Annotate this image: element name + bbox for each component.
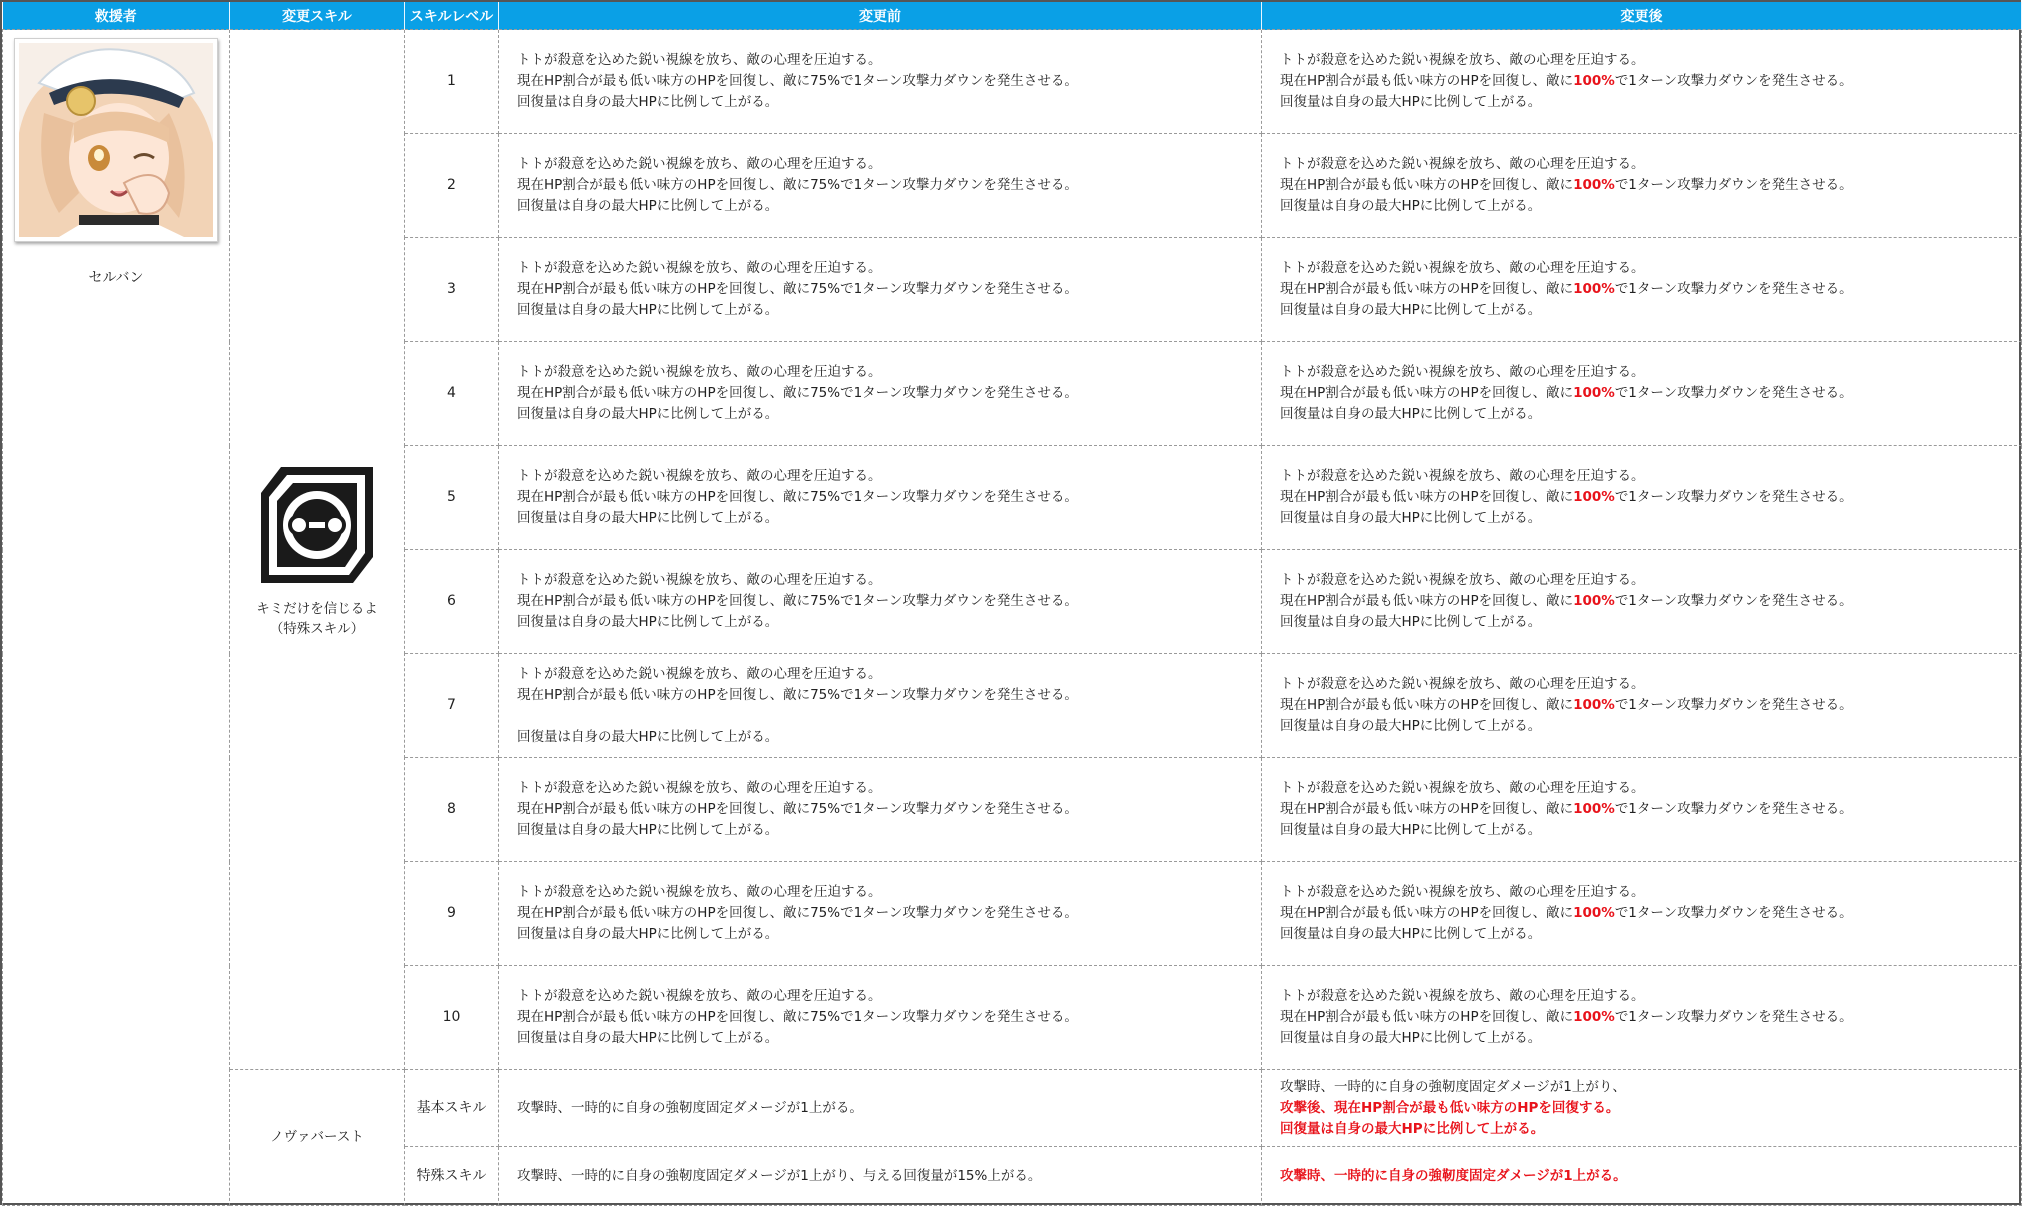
supporter-avatar bbox=[14, 38, 218, 242]
after-text-segment: 現在HP割合が最も低い味方のHPを回復し、敵に bbox=[1280, 73, 1574, 89]
after-text-segment: 現在HP割合が最も低い味方のHPを回復し、敵に bbox=[1280, 177, 1574, 193]
before-text-line: 回復量は自身の最大HPに比例して上がる。 bbox=[517, 1030, 779, 1046]
after-highlight-value: 100% bbox=[1573, 177, 1615, 193]
after-text-segment: で1ターン攻撃力ダウンを発生させる。 bbox=[1614, 801, 1853, 817]
after-text-line: トトが殺意を込めた鋭い視線を放ち、敵の心理を圧迫する。 bbox=[1280, 364, 1645, 380]
after-text-cell bbox=[1262, 758, 2022, 862]
table-row bbox=[3, 1070, 2022, 1147]
after-text-cell bbox=[1262, 30, 2022, 134]
before-text-line: 現在HP割合が最も低い味方のHPを回復し、敵に75%で1ターン攻撃力ダウンを発生させる。 bbox=[517, 686, 1078, 703]
before-text-line: トトが殺意を込めた鋭い視線を放ち、敵の心理を圧迫する。 bbox=[517, 156, 882, 172]
table-row bbox=[3, 30, 2022, 134]
after-text-segment: で1ターン攻撃力ダウンを発生させる。 bbox=[1614, 73, 1853, 89]
before-text-line: 現在HP割合が最も低い味方のHPを回復し、敵に75%で1ターン攻撃力ダウンを発生させる。 bbox=[517, 801, 1078, 817]
after-text-cell bbox=[1262, 446, 2022, 550]
after-text-line bbox=[1280, 383, 2021, 404]
before-text-line: 回復量は自身の最大HPに比例して上がる。 bbox=[517, 728, 779, 745]
after-text-line: トトが殺意を込めた鋭い視線を放ち、敵の心理を圧迫する。 bbox=[1280, 260, 1645, 276]
character-portrait-icon bbox=[19, 43, 213, 237]
after-highlight-value: 100% bbox=[1573, 801, 1615, 817]
after-text-segment: で1ターン攻撃力ダウンを発生させる。 bbox=[1614, 905, 1853, 921]
after-text-cell bbox=[1262, 342, 2022, 446]
skill-level-cell: 10 bbox=[405, 966, 499, 1070]
after-text-segment: 現在HP割合が最も低い味方のHPを回復し、敵に bbox=[1280, 697, 1574, 713]
after-text-segment: 現在HP割合が最も低い味方のHPを回復し、敵に bbox=[1280, 801, 1574, 817]
header-skill-level: スキルレベル bbox=[405, 2, 499, 30]
before-text-line: 現在HP割合が最も低い味方のHPを回復し、敵に75%で1ターン攻撃力ダウンを発生させる。 bbox=[517, 73, 1078, 89]
after-text-segment: 現在HP割合が最も低い味方のHPを回復し、敵に bbox=[1280, 385, 1574, 401]
before-text-cell bbox=[499, 758, 1262, 862]
after-highlight-value: 100% bbox=[1573, 1009, 1615, 1025]
special-skill-name-line1: キミだけを信じるよ bbox=[256, 600, 378, 617]
before-text-cell bbox=[499, 238, 1262, 342]
supporter-name: セルバン bbox=[88, 270, 144, 286]
after-text-line: トトが殺意を込めた鋭い視線を放ち、敵の心理を圧迫する。 bbox=[1280, 468, 1645, 484]
after-text-line: 回復量は自身の最大HPに比例して上がる。 bbox=[1280, 1030, 1542, 1046]
after-text-line: 回復量は自身の最大HPに比例して上がる。 bbox=[1280, 614, 1542, 630]
before-text-line: 回復量は自身の最大HPに比例して上がる。 bbox=[517, 198, 779, 214]
skill-change-table bbox=[2, 2, 2022, 1206]
after-text-line: 回復量は自身の最大HPに比例して上がる。 bbox=[1280, 406, 1542, 422]
after-text-line bbox=[1280, 695, 2021, 716]
after-text-line: 回復量は自身の最大HPに比例して上がる。 bbox=[1280, 718, 1542, 734]
after-text-cell bbox=[1262, 654, 2022, 758]
after-text-line: 回復量は自身の最大HPに比例して上がる。 bbox=[1280, 94, 1542, 110]
header-row bbox=[3, 2, 2022, 30]
after-text-segment: で1ターン攻撃力ダウンを発生させる。 bbox=[1614, 281, 1853, 297]
before-text-line: 回復量は自身の最大HPに比例して上がる。 bbox=[517, 510, 779, 526]
after-highlight-value: 100% bbox=[1573, 905, 1615, 921]
before-text-line: トトが殺意を込めた鋭い視線を放ち、敵の心理を圧迫する。 bbox=[517, 468, 882, 484]
after-text-line bbox=[1280, 799, 2021, 820]
skill-level-cell: 8 bbox=[405, 758, 499, 862]
after-text-line: トトが殺意を込めた鋭い視線を放ち、敵の心理を圧迫する。 bbox=[1280, 988, 1645, 1004]
after-highlight-value: 100% bbox=[1573, 281, 1615, 297]
nova-basic-before-cell: 攻撃時、一時的に自身の強靭度固定ダメージが1上がる。 bbox=[499, 1070, 1262, 1147]
before-text-line bbox=[517, 706, 1261, 727]
before-text-cell bbox=[499, 862, 1262, 966]
before-text-cell bbox=[499, 134, 1262, 238]
after-text-line: トトが殺意を込めた鋭い視線を放ち、敵の心理を圧迫する。 bbox=[1280, 52, 1645, 68]
before-text-line: 回復量は自身の最大HPに比例して上がる。 bbox=[517, 822, 779, 838]
special-skill-name-line2: （特殊スキル） bbox=[269, 620, 365, 637]
header-before: 変更前 bbox=[499, 2, 1262, 30]
after-text-segment: 現在HP割合が最も低い味方のHPを回復し、敵に bbox=[1280, 489, 1574, 505]
after-text-line: 攻撃時、一時的に自身の強靭度固定ダメージが1上がり、 bbox=[1280, 1078, 1626, 1095]
after-text-cell bbox=[1262, 134, 2022, 238]
skill-level-cell: 6 bbox=[405, 550, 499, 654]
skill-level-cell: 2 bbox=[405, 134, 499, 238]
before-text-line: 現在HP割合が最も低い味方のHPを回復し、敵に75%で1ターン攻撃力ダウンを発生させる。 bbox=[517, 281, 1078, 297]
before-text-line: トトが殺意を込めた鋭い視線を放ち、敵の心理を圧迫する。 bbox=[517, 988, 882, 1004]
after-text-segment: 現在HP割合が最も低い味方のHPを回復し、敵に bbox=[1280, 593, 1574, 609]
before-text-line: 現在HP割合が最も低い味方のHPを回復し、敵に75%で1ターン攻撃力ダウンを発生させる。 bbox=[517, 1009, 1078, 1025]
after-text-cell bbox=[1262, 238, 2022, 342]
before-text-line: トトが殺意を込めた鋭い視線を放ち、敵の心理を圧迫する。 bbox=[517, 572, 882, 588]
nova-basic-after-cell bbox=[1262, 1070, 2022, 1147]
header-after: 変更後 bbox=[1262, 2, 2022, 30]
after-highlight-value: 100% bbox=[1573, 73, 1615, 89]
nova-special-after-cell: 攻撃時、一時的に自身の強靭度固定ダメージが1上がる。 bbox=[1262, 1147, 2022, 1206]
before-text-line: 回復量は自身の最大HPに比例して上がる。 bbox=[517, 94, 779, 110]
header-supporter: 救援者 bbox=[3, 2, 230, 30]
header-changed-skill: 変更スキル bbox=[230, 2, 405, 30]
skill-level-cell: 4 bbox=[405, 342, 499, 446]
before-text-line: 回復量は自身の最大HPに比例して上がる。 bbox=[517, 614, 779, 630]
before-text-cell bbox=[499, 342, 1262, 446]
after-text-line: トトが殺意を込めた鋭い視線を放ち、敵の心理を圧迫する。 bbox=[1280, 156, 1645, 172]
after-highlight-value: 100% bbox=[1573, 697, 1615, 713]
after-text-line bbox=[1280, 71, 2021, 92]
after-highlight-value: 100% bbox=[1573, 385, 1615, 401]
before-text-cell bbox=[499, 966, 1262, 1070]
before-text-cell bbox=[499, 30, 1262, 134]
nova-burst-name-cell: ノヴァバースト bbox=[230, 1070, 405, 1206]
before-text-line: トトが殺意を込めた鋭い視線を放ち、敵の心理を圧迫する。 bbox=[517, 665, 882, 682]
after-highlight-line: 攻撃後、現在HP割合が最も低い味方のHPを回復する。 bbox=[1280, 1099, 1620, 1116]
after-text-cell bbox=[1262, 862, 2022, 966]
before-text-line: 現在HP割合が最も低い味方のHPを回復し、敵に75%で1ターン攻撃力ダウンを発生させる。 bbox=[517, 385, 1078, 401]
before-text-line: トトが殺意を込めた鋭い視線を放ち、敵の心理を圧迫する。 bbox=[517, 260, 882, 276]
after-text-line: トトが殺意を込めた鋭い視線を放ち、敵の心理を圧迫する。 bbox=[1280, 780, 1645, 796]
after-text-line: 回復量は自身の最大HPに比例して上がる。 bbox=[1280, 302, 1542, 318]
special-skill-cell bbox=[230, 30, 405, 1070]
after-text-segment: で1ターン攻撃力ダウンを発生させる。 bbox=[1614, 177, 1853, 193]
after-text-segment: 現在HP割合が最も低い味方のHPを回復し、敵に bbox=[1280, 281, 1574, 297]
after-text-line bbox=[1280, 1007, 2021, 1028]
before-text-line: 現在HP割合が最も低い味方のHPを回復し、敵に75%で1ターン攻撃力ダウンを発生させる。 bbox=[517, 177, 1078, 193]
before-text-line: 回復量は自身の最大HPに比例して上がる。 bbox=[517, 406, 779, 422]
skill-level-cell: 7 bbox=[405, 654, 499, 758]
after-text-line: トトが殺意を込めた鋭い視線を放ち、敵の心理を圧迫する。 bbox=[1280, 884, 1645, 900]
special-skill-icon bbox=[253, 461, 381, 589]
after-text-line: 回復量は自身の最大HPに比例して上がる。 bbox=[1280, 198, 1542, 214]
before-text-line: 回復量は自身の最大HPに比例して上がる。 bbox=[517, 302, 779, 318]
skill-level-cell: 5 bbox=[405, 446, 499, 550]
after-text-segment: で1ターン攻撃力ダウンを発生させる。 bbox=[1614, 489, 1853, 505]
supporter-cell bbox=[3, 30, 230, 1206]
before-text-line: 現在HP割合が最も低い味方のHPを回復し、敵に75%で1ターン攻撃力ダウンを発生させる。 bbox=[517, 593, 1078, 609]
after-text-line: 回復量は自身の最大HPに比例して上がる。 bbox=[1280, 822, 1542, 838]
after-text-segment: 現在HP割合が最も低い味方のHPを回復し、敵に bbox=[1280, 1009, 1574, 1025]
before-text-line: 現在HP割合が最も低い味方のHPを回復し、敵に75%で1ターン攻撃力ダウンを発生させる。 bbox=[517, 489, 1078, 505]
after-text-line bbox=[1280, 591, 2021, 612]
after-text-line: トトが殺意を込めた鋭い視線を放ち、敵の心理を圧迫する。 bbox=[1280, 676, 1645, 692]
after-text-line bbox=[1280, 487, 2021, 508]
skill-badge-icon bbox=[253, 461, 381, 589]
after-text-line bbox=[1280, 175, 2021, 196]
before-text-cell bbox=[499, 654, 1262, 758]
skill-level-cell: 9 bbox=[405, 862, 499, 966]
after-text-line bbox=[1280, 279, 2021, 300]
after-text-segment: で1ターン攻撃力ダウンを発生させる。 bbox=[1614, 385, 1853, 401]
after-text-cell bbox=[1262, 550, 2022, 654]
before-text-line: トトが殺意を込めた鋭い視線を放ち、敵の心理を圧迫する。 bbox=[517, 364, 882, 380]
nova-special-label-cell: 特殊スキル bbox=[405, 1147, 499, 1206]
after-text-line: トトが殺意を込めた鋭い視線を放ち、敵の心理を圧迫する。 bbox=[1280, 572, 1645, 588]
before-text-line: トトが殺意を込めた鋭い視線を放ち、敵の心理を圧迫する。 bbox=[517, 780, 882, 796]
skill-level-cell: 3 bbox=[405, 238, 499, 342]
before-text-line: 現在HP割合が最も低い味方のHPを回復し、敵に75%で1ターン攻撃力ダウンを発生させる。 bbox=[517, 905, 1078, 921]
after-highlight-value: 100% bbox=[1573, 593, 1615, 609]
after-highlight-value: 100% bbox=[1573, 489, 1615, 505]
after-text-line: 回復量は自身の最大HPに比例して上がる。 bbox=[1280, 510, 1542, 526]
before-text-cell bbox=[499, 446, 1262, 550]
after-text-line: 回復量は自身の最大HPに比例して上がる。 bbox=[1280, 926, 1542, 942]
after-text-segment: で1ターン攻撃力ダウンを発生させる。 bbox=[1614, 697, 1853, 713]
nova-special-before-cell: 攻撃時、一時的に自身の強靭度固定ダメージが1上がり、与える回復量が15%上がる。 bbox=[499, 1147, 1262, 1206]
before-text-line: トトが殺意を込めた鋭い視線を放ち、敵の心理を圧迫する。 bbox=[517, 884, 882, 900]
after-text-cell bbox=[1262, 966, 2022, 1070]
before-text-cell bbox=[499, 550, 1262, 654]
after-text-line bbox=[1280, 903, 2021, 924]
skill-level-cell: 1 bbox=[405, 30, 499, 134]
after-text-segment: で1ターン攻撃力ダウンを発生させる。 bbox=[1614, 1009, 1853, 1025]
after-text-segment: で1ターン攻撃力ダウンを発生させる。 bbox=[1614, 593, 1853, 609]
after-highlight-line: 回復量は自身の最大HPに比例して上がる。 bbox=[1280, 1120, 1545, 1137]
nova-basic-label-cell: 基本スキル bbox=[405, 1070, 499, 1147]
before-text-line: トトが殺意を込めた鋭い視線を放ち、敵の心理を圧迫する。 bbox=[517, 52, 882, 68]
before-text-line: 回復量は自身の最大HPに比例して上がる。 bbox=[517, 926, 779, 942]
after-text-segment: 現在HP割合が最も低い味方のHPを回復し、敵に bbox=[1280, 905, 1574, 921]
